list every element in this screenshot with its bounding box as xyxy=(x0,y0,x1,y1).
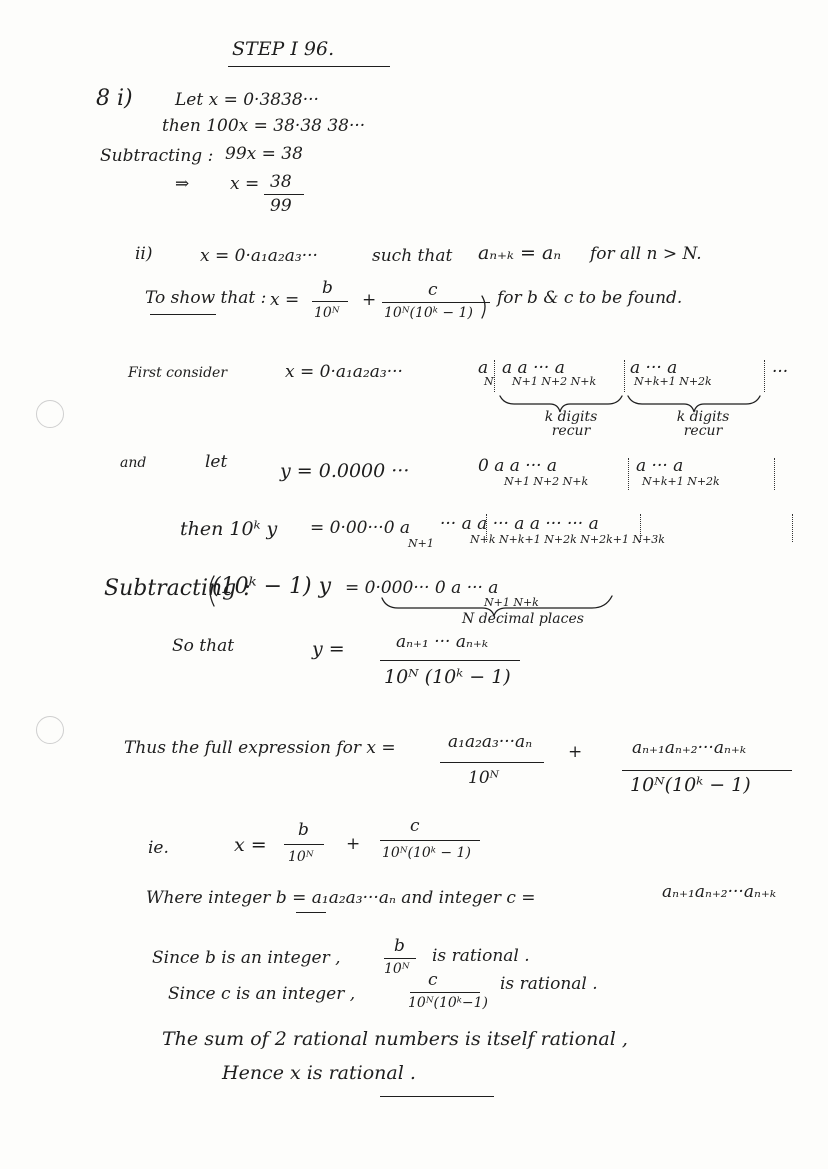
to-show-label: To show that : xyxy=(145,288,267,308)
subtract-lhs: (10ᵏ − 1) y xyxy=(212,574,332,599)
part-ii-for-all: for all n > N. xyxy=(590,244,702,264)
subtract-rhs: = 0·000··· 0 a ··· a xyxy=(345,578,499,598)
to-show-for-bc: for b & c to be found. xyxy=(497,288,683,308)
conclusion-line1-end: is rational . xyxy=(432,946,530,966)
brace-2-stroke xyxy=(628,396,760,412)
ie-b: b xyxy=(298,820,309,840)
y-seq2: a ··· a xyxy=(636,456,684,476)
full-den2: 10ᴺ(10ᵏ − 1) xyxy=(630,774,751,796)
y-seq1: 0 a a ··· a xyxy=(478,456,558,476)
conclusion-line3: The sum of 2 rational numbers is itself rational , xyxy=(162,1028,628,1050)
subtract-brace-label: N decimal places xyxy=(462,611,584,627)
ie-ten-n: 10ᴺ xyxy=(288,849,314,865)
implies-arrow: ⇒ xyxy=(175,174,190,194)
ie-label: ie. xyxy=(148,838,169,858)
subtract-label: Subtracting : xyxy=(104,576,251,601)
conclusion-line2-num: c xyxy=(428,970,438,990)
to-show-b: b xyxy=(322,278,333,298)
part-i-frac-den: 99 xyxy=(270,196,292,216)
to-show-x-eq: x = xyxy=(270,290,300,310)
first-consider: First consider xyxy=(128,365,228,381)
first-seq1: a xyxy=(478,358,489,378)
to-show-c: c xyxy=(428,280,438,300)
conclusion-line2: Since c is an integer , xyxy=(168,984,356,1004)
page-title: STEP I 96. xyxy=(232,38,335,60)
subtracting-label: Subtracting : xyxy=(100,146,214,166)
brace2-label: k digits recur xyxy=(676,409,730,439)
brace1-label: k digits recur xyxy=(544,409,598,439)
full-expression-text: Thus the full expression for x = xyxy=(124,738,396,758)
ie-plus: + xyxy=(346,834,361,854)
first-seq3-sub: N+k+1 N+2k xyxy=(634,375,712,388)
question-number: 8 i) xyxy=(96,86,133,111)
part-i-line1: Let x = 0·3838··· xyxy=(175,90,319,110)
conclusion-line1: Since b is an integer , xyxy=(152,948,341,968)
part-i-line3: 99x = 38 xyxy=(225,144,303,164)
subtract-num: aₙ₊₁ ··· aₙ₊ₖ xyxy=(396,632,489,652)
subtract-rhs-sub: N+1 N+k xyxy=(484,596,539,609)
y10-seq3-sub: N+k N+k+1 N+2k N+2k+1 N+3k xyxy=(470,533,665,546)
subtract-y-eq: y = xyxy=(312,638,345,660)
part-i-x-eq: x = xyxy=(230,174,260,194)
conclusion-line1-num: b xyxy=(394,936,405,956)
so-that: So that xyxy=(172,636,235,656)
first-seq1-sub: N xyxy=(484,375,494,388)
first-seq2: a a ··· a xyxy=(502,358,565,378)
full-num2: aₙ₊₁aₙ₊₂···aₙ₊ₖ xyxy=(632,738,747,758)
conclusion-line2-end: is rational . xyxy=(500,974,598,994)
conclusion-line1-den: 10ᴺ xyxy=(384,961,410,977)
subtract-brace-stroke xyxy=(382,596,612,616)
y10-sub1: N+1 xyxy=(408,537,434,550)
first-seq3: a ··· a xyxy=(630,358,678,378)
subtract-bracket-left xyxy=(210,576,214,606)
brace-1-stroke xyxy=(500,396,622,412)
first-seq2-sub: N+1 N+2 N+k xyxy=(512,375,597,388)
where-c-value: aₙ₊₁aₙ₊₂···aₙ₊ₖ xyxy=(662,882,777,902)
conclusion-line2-den: 10ᴺ(10ᵏ−1) xyxy=(408,995,489,1011)
and-word: and xyxy=(120,455,147,471)
ie-c: c xyxy=(410,816,420,836)
subtract-den: 10ᴺ (10ᵏ − 1) xyxy=(384,666,511,688)
ie-x-eq: x = xyxy=(234,834,267,856)
y-seq2-sub: N+k+1 N+2k xyxy=(642,475,720,488)
to-show-plus: + xyxy=(362,290,377,310)
full-den1: 10ᴺ xyxy=(468,768,499,788)
part-i-frac-num: 38 xyxy=(270,172,292,192)
then-10k-y: then 10ᵏ y xyxy=(180,518,278,540)
part-ii-label: ii) xyxy=(135,244,153,264)
where-line: Where integer b = a₁a₂a₃···aₙ and integer c = xyxy=(146,888,536,908)
y10-seq3: ··· a a ··· a a ··· ··· a xyxy=(440,514,599,534)
ie-den2: 10ᴺ(10ᵏ − 1) xyxy=(382,845,471,861)
part-ii-such-that: such that xyxy=(372,246,453,266)
to-show-den2: 10ᴺ(10ᵏ − 1) xyxy=(384,305,473,321)
full-plus: + xyxy=(568,742,583,762)
let-word: let xyxy=(205,452,228,472)
y-eq: y = 0.0000 ··· xyxy=(280,460,410,482)
part-ii-def: x = 0·a₁a₂a₃··· xyxy=(200,246,318,266)
to-show-bracket xyxy=(482,296,485,318)
first-x-def: x = 0·a₁a₂a₃··· xyxy=(285,362,403,382)
y10-eq: = 0·00···0 a xyxy=(310,518,411,538)
first-trailing-dots: ··· xyxy=(772,362,789,382)
y-seq1-sub: N+1 N+2 N+k xyxy=(504,475,589,488)
to-show-ten-n: 10ᴺ xyxy=(314,305,340,321)
part-i-line2: then 100x = 38·38 38··· xyxy=(162,116,366,136)
conclusion-line4: Hence x is rational . xyxy=(222,1062,416,1084)
part-ii-recur: aₙ₊ₖ = aₙ xyxy=(478,242,562,264)
full-num1: a₁a₂a₃···aₙ xyxy=(448,732,533,752)
